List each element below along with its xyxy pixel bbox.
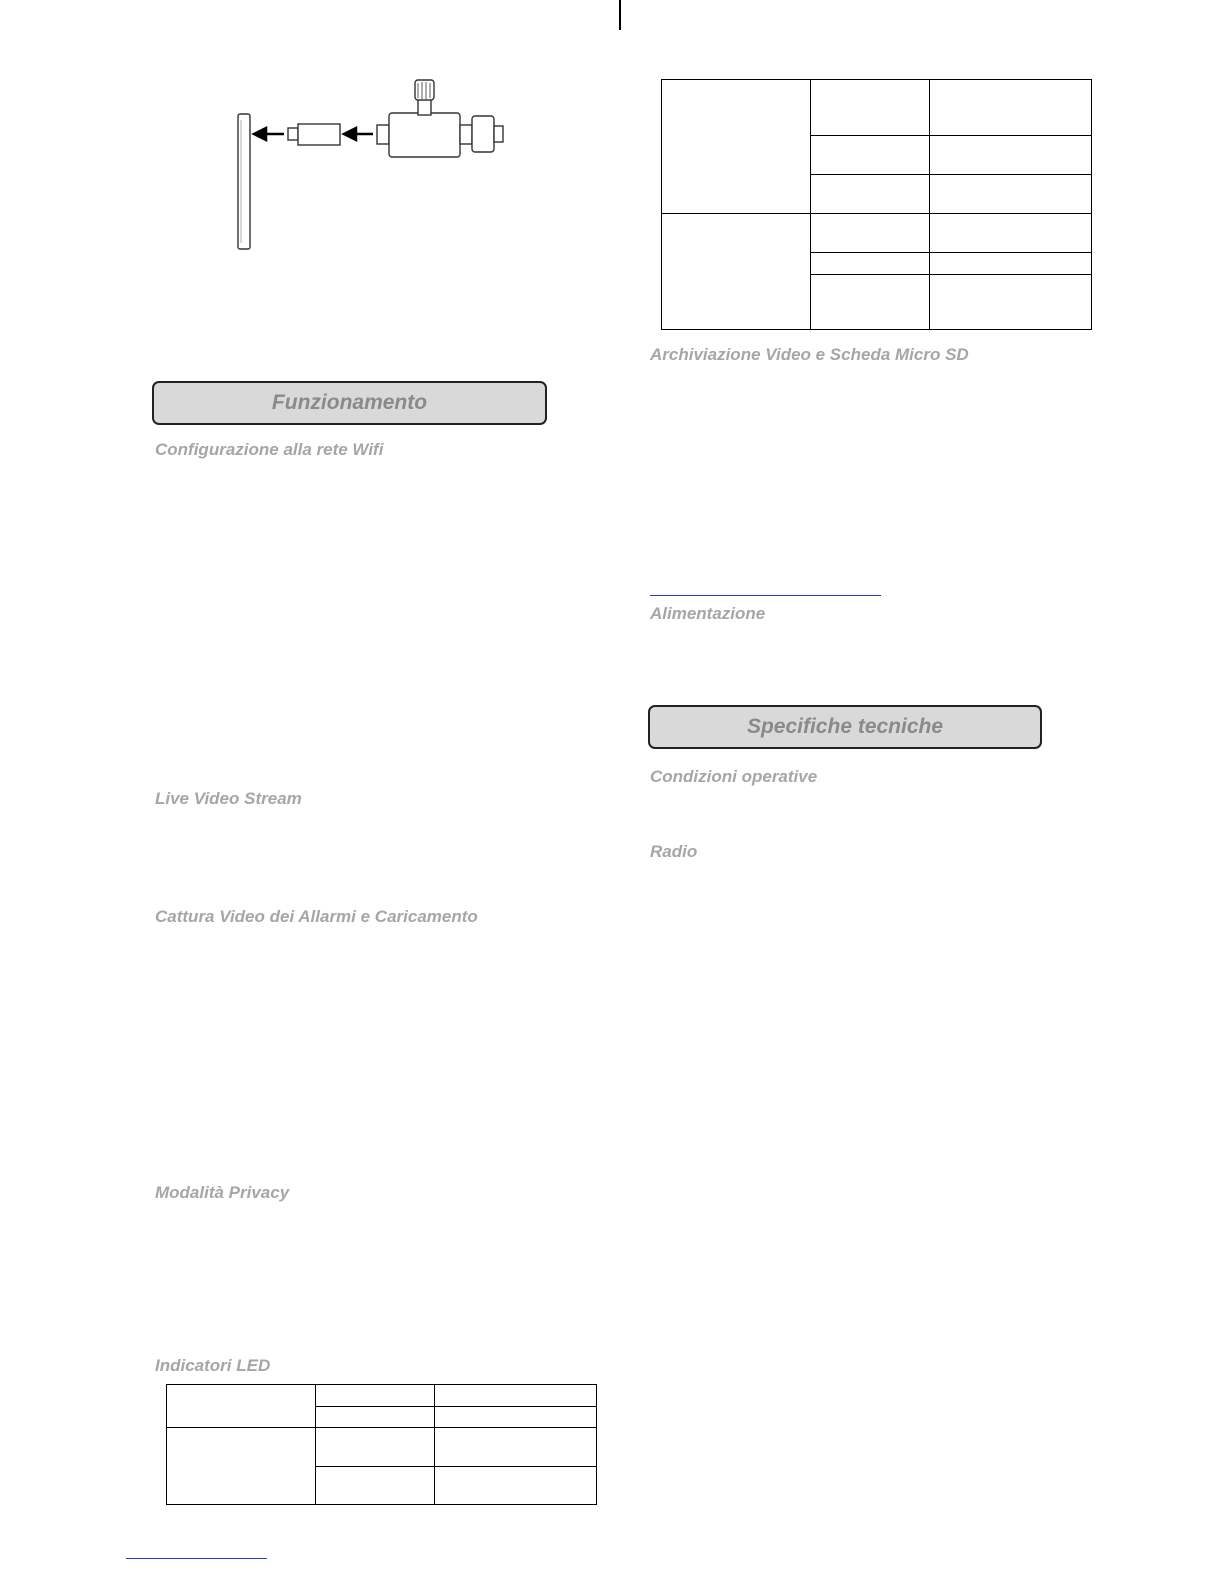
valve-neck-right: [460, 125, 472, 144]
heading-alarm-video-capture: Cattura Video dei Allarmi e Caricamento: [155, 907, 478, 926]
led-indicator-table: [166, 1384, 597, 1505]
table-cell: [315, 1407, 435, 1428]
valve-stem: [418, 99, 431, 115]
table-cell: [167, 1385, 316, 1428]
heading-radio: Radio: [650, 842, 698, 861]
table-cell: [435, 1467, 597, 1505]
footnote-link-underline[interactable]: [126, 1558, 267, 1559]
table-cell: [662, 80, 811, 214]
column-top-divider: [619, 0, 621, 30]
table-cell: [810, 175, 930, 214]
table-cell: [435, 1428, 597, 1467]
table-cell: [810, 214, 930, 253]
table-cell: [930, 253, 1092, 275]
heading-wifi-config: Configurazione alla rete Wifi: [155, 440, 384, 459]
led-indicator-table-continued: [661, 79, 1092, 330]
table-cell: [810, 136, 930, 175]
heading-live-video-stream: Live Video Stream: [155, 789, 302, 808]
valve-outlet: [494, 126, 503, 142]
heading-power-supply: Alimentazione: [650, 604, 766, 623]
installation-diagram: [230, 70, 530, 260]
table-cell: [435, 1385, 597, 1407]
table-cell: [930, 175, 1092, 214]
table-cell: [167, 1428, 316, 1505]
heading-led-indicators: Indicatori LED: [155, 1356, 271, 1375]
table-cell: [315, 1467, 435, 1505]
adapter-body: [298, 124, 340, 145]
mounting-plate: [238, 114, 250, 249]
heading-operating-conditions: Condizioni operative: [650, 767, 818, 786]
heading-privacy-mode: Modalità Privacy: [155, 1183, 290, 1202]
table-cell: [810, 80, 930, 136]
section-banner-operation: Funzionamento: [152, 381, 547, 425]
table-cell: [930, 214, 1092, 253]
table-cell: [435, 1407, 597, 1428]
table-cell: [315, 1428, 435, 1467]
table-cell: [315, 1385, 435, 1407]
table-cell: [930, 80, 1092, 136]
table-cell: [930, 275, 1092, 330]
heading-video-storage-sd: Archiviazione Video e Scheda Micro SD: [650, 345, 969, 364]
table-cell: [662, 214, 811, 330]
table-cell: [810, 275, 930, 330]
adapter-plug: [288, 128, 298, 140]
table-cell: [810, 253, 930, 275]
website-link-underline[interactable]: [650, 595, 881, 596]
table-cell: [930, 136, 1092, 175]
valve-body: [389, 113, 460, 157]
valve-nut: [472, 116, 494, 152]
section-banner-technical-specs: Specifiche tecniche: [648, 705, 1042, 749]
valve-stub-left: [377, 125, 389, 144]
